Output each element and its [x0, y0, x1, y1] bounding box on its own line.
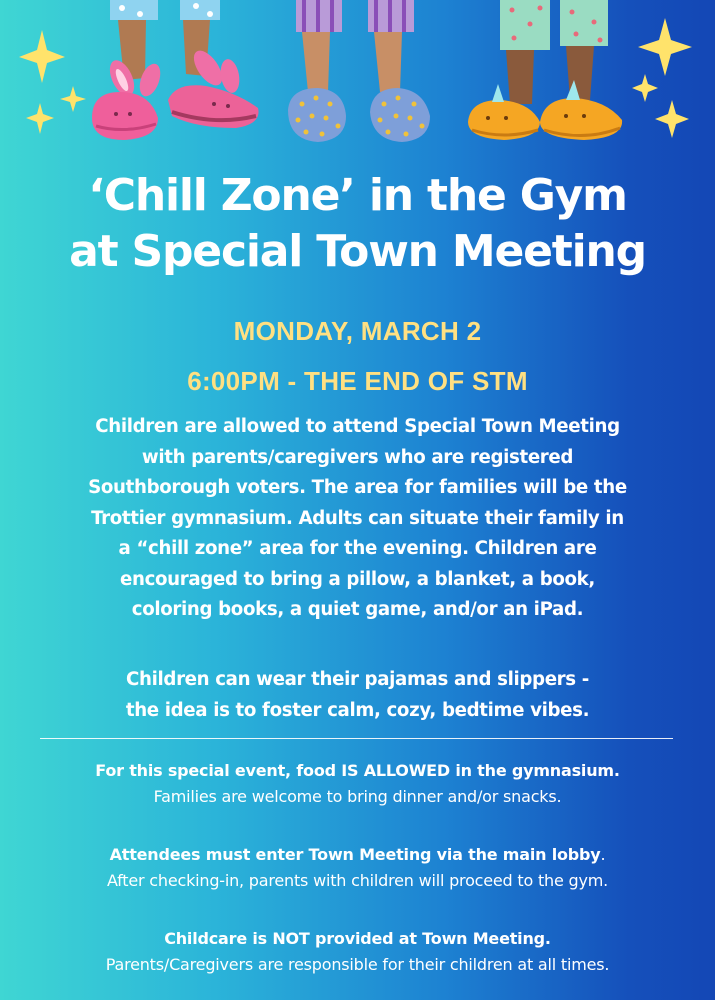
title-line: at Special Town Meeting — [69, 226, 646, 277]
childcare-note — [0, 926, 715, 978]
title-line: ‘Chill Zone’ in the Gym — [88, 170, 627, 221]
food-note-regular: Families are welcome to bring dinner and/or snacks. — [153, 787, 562, 806]
description-line: Children are allowed to attend Special Town Meeting — [95, 416, 620, 437]
dotted-slipper-icon — [370, 88, 430, 142]
description-line: encouraged to bring a pillow, a blanket, a book, — [120, 568, 595, 590]
section-divider — [40, 738, 673, 739]
entry-note-period: . — [600, 845, 606, 864]
dotted-slippers-figure — [288, 0, 430, 142]
description-line: Trottier gymnasium. Adults can situate their family in — [91, 507, 624, 529]
pajama-feet-illustration — [0, 0, 715, 160]
childcare-note-bold: Childcare is NOT provided at Town Meeting. — [164, 929, 551, 948]
pajama-line: Children can wear their pajamas and slippers - — [126, 669, 589, 690]
entry-note-bold: Attendees must enter Town Meeting via the main lobby — [109, 845, 601, 864]
description-paragraph — [20, 412, 695, 626]
childcare-note-regular: Parents/Caregivers are responsible for their children at all times. — [105, 955, 610, 974]
bunny-slipper-icon — [168, 46, 259, 128]
food-note-bold: For this special event, food IS ALLOWED in the gymnasium. — [95, 761, 620, 780]
entry-note — [0, 842, 715, 894]
food-note — [0, 758, 715, 810]
event-time: 6:00PM - THE END OF STM — [187, 366, 528, 396]
unicorn-slippers-figure — [468, 0, 622, 140]
dotted-slipper-icon — [288, 88, 346, 142]
poster-title — [0, 168, 715, 280]
event-date: MONDAY, MARCH 2 — [233, 316, 482, 346]
entry-note-regular: After checking-in, parents with children will proceed to the gym. — [106, 871, 608, 890]
description-line: a “chill zone” area for the evening. Children are — [118, 538, 597, 559]
pajama-line: the idea is to foster calm, cozy, bedtime vibes. — [125, 699, 590, 721]
description-line: Southborough voters. The area for families will be the — [88, 477, 627, 498]
description-line: with parents/caregivers who are registered — [141, 446, 574, 468]
description-line: coloring books, a quiet game, and/or an iPad. — [131, 599, 584, 620]
bunny-slippers-figure — [92, 0, 259, 140]
pajama-paragraph — [20, 665, 695, 726]
bunny-slipper-icon — [92, 57, 164, 140]
